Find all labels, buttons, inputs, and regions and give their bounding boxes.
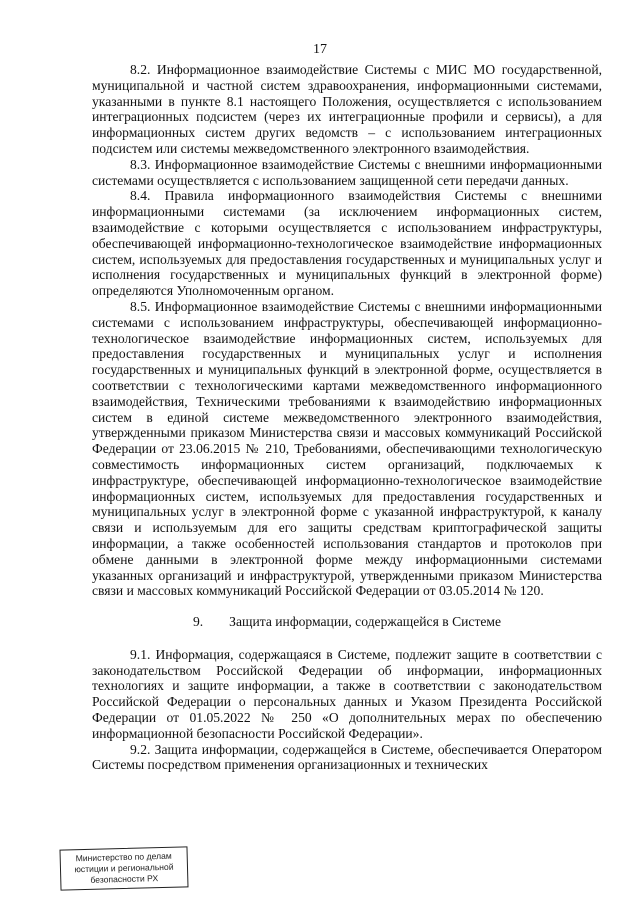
stamp-line-2: юстиции и региональной (74, 861, 174, 875)
paragraph-8-3: 8.3. Информационное взаимодействие Системы с внешними информационными системами осуществляется с использованием защищенной сети передачи данных. (92, 156, 602, 188)
paragraph-8-4: 8.4. Правила информационного взаимодействия Системы с внешними информационными системами (за исключением информационных систем, взаимодействие с которыми осуществляется с использованием инфраструктуры, обеспечивающей информационно-технологическое взаимодействие информационных систем, используемых для предоставления государственных и муниципальных услуг и исполнения государственных и муниципальных функций в электронной форме) определяются Уполномоченным органом. (92, 188, 602, 299)
paragraph-8-2: 8.2. Информационное взаимодействие Системы с МИС МО государственной, муниципальной и частной систем здравоохранения, информационными системами, указанными в пункте 8.1 настоящего Положения, осуществляется с использованием интеграционных подсистем (через их интеграционные профили и сервисы), а для информационных систем других ведомств – с использованием интеграционных подсистем или системы межведомственного электронного взаимодействия. (92, 62, 602, 156)
paragraph-9-1: 9.1. Информация, содержащаяся в Системе, подлежит защите в соответствии с законодательством Российской Федерации об информации, информационных технологиях и защите информации, а также в соответствии с законодательством Российской Федерации о персональных данных и Указом Президента Российской Федерации от 01.05.2022 № 250 «О дополнительных мерах по обеспечению информационной безопасности Российской Федерации». (92, 646, 602, 741)
page-number: 17 (313, 42, 327, 57)
stamp-line-3: безопасности РХ (90, 873, 159, 885)
ministry-stamp (59, 846, 188, 890)
section-number: 9. (192, 614, 204, 630)
document-body (92, 62, 602, 773)
paragraph-9-2: 9.2. Защита информации, содержащейся в Системе, обеспечивается Оператором Системы посредством применения организационных и технических (92, 741, 602, 773)
section-title: Защита информации, содержащейся в Системе (229, 614, 502, 630)
stamp-line-1: Министерство по делам (75, 850, 172, 864)
paragraph-8-5: 8.5. Информационное взаимодействие Системы с внешними информационными системами с использованием инфраструктуры, обеспечивающей информационно-технологическое взаимодействие информационных систем, используемых для предоставления государственных и муниципальных услуг и исполнения государственных и муниципальных функций в электронной форме, осуществляется в соответствии с технологическими картами межведомственного информационного взаимодействия, Техническими требованиями к взаимодействию информационных систем в единой системе межведомственного электронного взаимодействия, утвержденными приказом Министерства связи и массовых коммуникаций Российской Федерации от 23.06.2015 № 210, Требованиями, обеспечивающими технологическую совместимость информационных систем организаций, подключаемых к инфраструктуре, обеспечивающей информационно-технологическое взаимодействие информационных систем, используемых для предоставления государственных и муниципальных услуг в электронной форме с указанной инфраструктурой, к каналу связи и используемым для его защиты средствам криптографической защиты информации, а также особенностей использования стандартов и протоколов при обмене данными в электронной форме между информационными системами указанных организаций и инфраструктурой, утвержденными приказом Министерства связи и массовых коммуникаций Российской Федерации от 03.05.2014 № 120. (92, 298, 602, 599)
section-heading (92, 614, 602, 630)
